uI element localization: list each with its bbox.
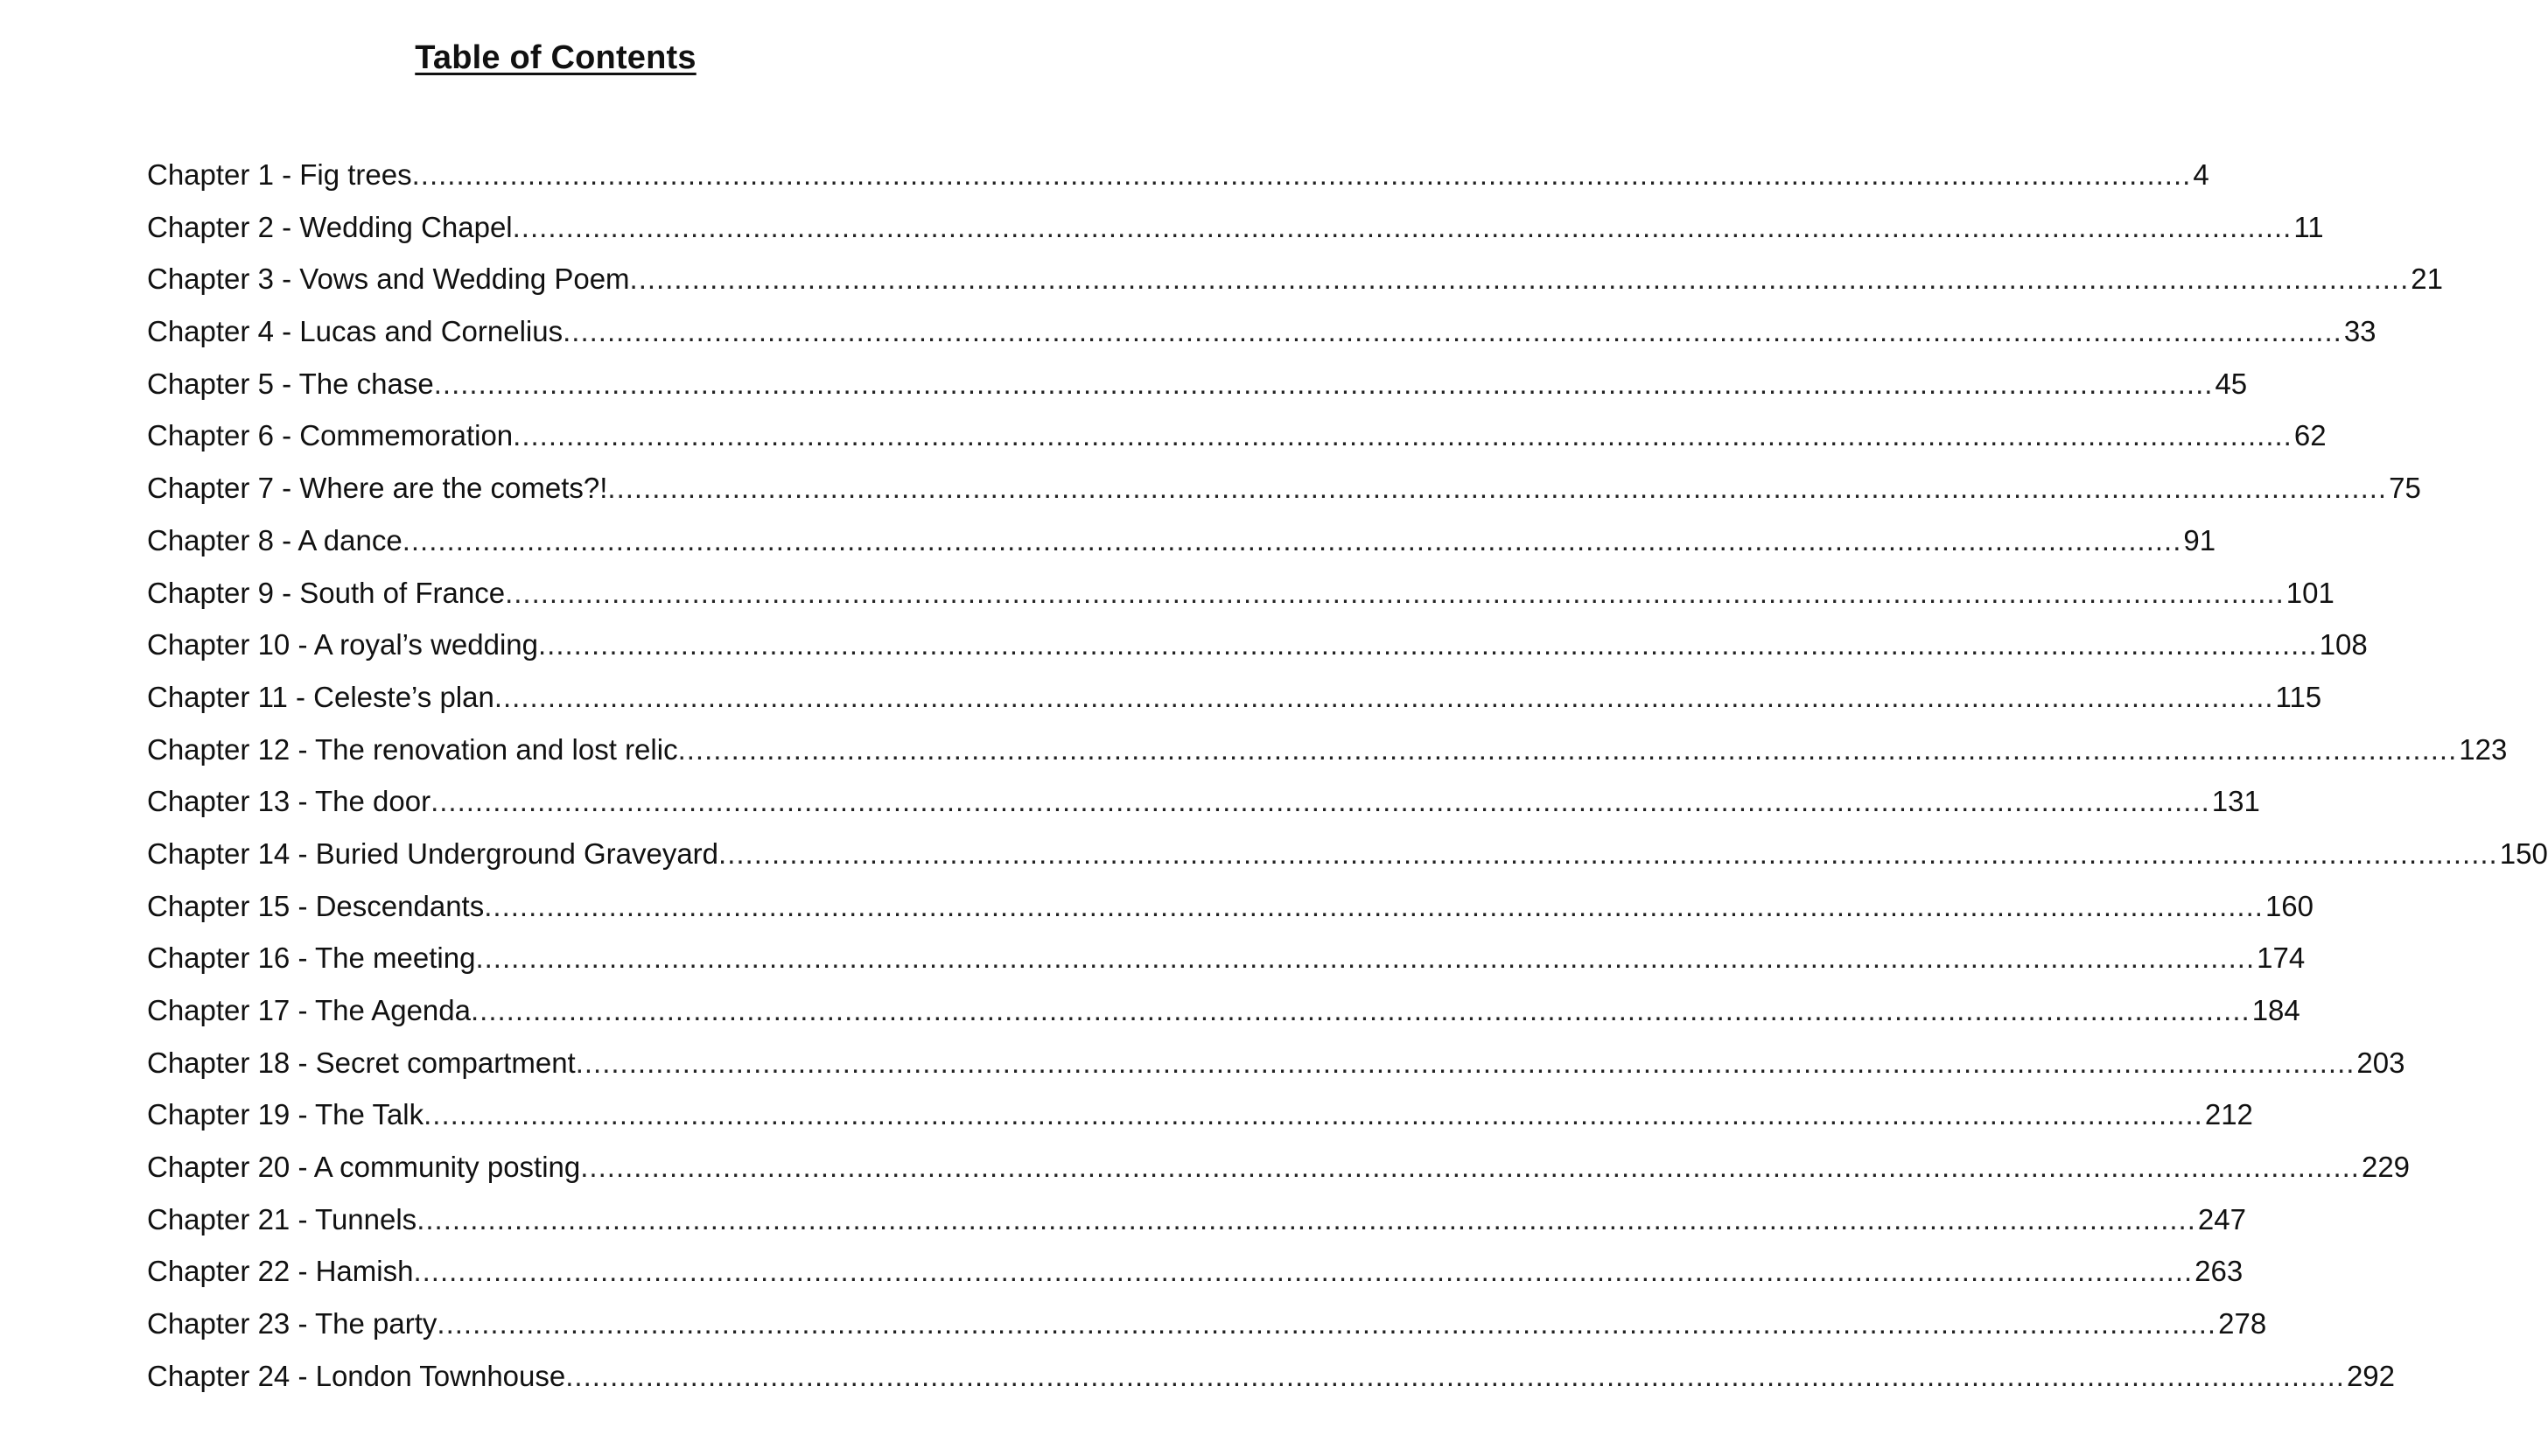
toc-entry-page-number: 115	[2275, 680, 2322, 713]
toc-entry	[147, 932, 2306, 984]
toc-entry-label: Chapter 1 - Fig trees	[147, 158, 412, 191]
dot-leader: ........................................................................................................................................................................................................	[471, 994, 2250, 1026]
dot-leader: ........................................................................................................................................................................................................	[563, 315, 2342, 348]
toc-entry-label: Chapter 14 - Buried Underground Graveyard	[147, 836, 719, 870]
dot-leader: ........................................................................................................................................................................................................	[538, 628, 2318, 662]
toc-entry-label: Chapter 16 - The meeting	[147, 942, 476, 975]
dot-leader: ........................................................................................................................................................................................................	[413, 1255, 2194, 1288]
toc-entry-label: Chapter 21 - Tunnels	[147, 1202, 417, 1236]
toc-entry-page-number: 278	[2218, 1307, 2267, 1340]
toc-entry-label: Chapter 19 - The Talk	[147, 1098, 424, 1131]
toc-entry	[147, 671, 2322, 724]
toc-entry-label: Chapter 2 - Wedding Chapel	[147, 210, 513, 243]
dot-leader: ........................................................................................................................................................................................................	[513, 419, 2292, 452]
toc-entry	[147, 1350, 2396, 1403]
toc-entry	[147, 1141, 2411, 1194]
dot-leader: ........................................................................................................................................................................................................	[512, 210, 2292, 243]
toc-entry-page-number: 150	[2499, 836, 2548, 870]
toc-entry-label: Chapter 13 - The door	[147, 785, 431, 818]
toc-entry-label: Chapter 11 - Celeste’s plan	[147, 680, 494, 713]
toc-entry-label: Chapter 23 - The party	[147, 1307, 438, 1340]
dot-leader: ........................................................................................................................................................................................................	[494, 680, 2274, 713]
dot-leader: ........................................................................................................................................................................................................	[580, 1151, 2360, 1184]
toc-entry-label: Chapter 17 - The Agenda	[147, 994, 471, 1026]
toc-entry-label: Chapter 3 - Vows and Wedding Poem	[147, 262, 630, 296]
toc-entry-label: Chapter 10 - A royal’s wedding	[147, 628, 538, 662]
toc-entry	[147, 358, 2248, 410]
toc-entry-page-number: 101	[2286, 576, 2334, 609]
toc-entry-page-number: 75	[2389, 472, 2421, 505]
toc-entry	[147, 1037, 2405, 1089]
toc-entry-page-number: 184	[2251, 994, 2300, 1026]
toc-entry-page-number: 247	[2197, 1202, 2246, 1236]
toc-entry	[147, 253, 2443, 305]
toc-entry-page-number: 131	[2211, 785, 2260, 818]
toc-entry-label: Chapter 22 - Hamish	[147, 1255, 414, 1288]
dot-leader: ........................................................................................................................................................................................................	[402, 523, 2182, 556]
dot-leader: ........................................................................................................................................................................................................	[565, 1359, 2345, 1392]
dot-leader: ........................................................................................................................................................................................................	[411, 158, 2192, 191]
dot-leader: ........................................................................................................................................................................................................	[607, 472, 2388, 505]
toc-entry-page-number: 62	[2293, 419, 2327, 452]
toc-entry-page-number: 263	[2194, 1255, 2244, 1288]
toc-entry	[147, 514, 2216, 567]
toc-entry-label: Chapter 20 - A community posting	[147, 1151, 581, 1184]
dot-leader: ........................................................................................................................................................................................................	[505, 576, 2285, 609]
toc-entry-label: Chapter 18 - Secret compartment	[147, 1046, 576, 1079]
toc-entry-page-number: 45	[2215, 367, 2248, 400]
dot-leader: ........................................................................................................................................................................................................	[575, 1046, 2356, 1079]
toc-entry-page-number: 160	[2264, 889, 2314, 922]
toc-entry-page-number: 108	[2319, 628, 2368, 662]
toc-entry-page-number: 4	[2193, 158, 2209, 191]
toc-entry	[147, 305, 2376, 358]
toc-entry-label: Chapter 5 - The chase	[147, 367, 434, 400]
toc-entry	[147, 462, 2421, 514]
dot-leader: ........................................................................................................................................................................................................	[424, 1098, 2203, 1131]
toc-entry-label: Chapter 24 - London Townhouse	[147, 1359, 566, 1392]
toc-entry-label: Chapter 4 - Lucas and Cornelius	[147, 315, 564, 348]
dot-leader: ........................................................................................................................................................................................................	[629, 262, 2410, 296]
toc-entry-page-number: 174	[2257, 942, 2306, 975]
toc-entry	[147, 201, 2324, 254]
toc-entry	[147, 775, 2260, 828]
toc-entry-page-number: 91	[2183, 523, 2216, 556]
toc-entry-page-number: 212	[2204, 1098, 2253, 1131]
dot-leader: ........................................................................................................................................................................................................	[437, 1307, 2217, 1340]
toc-entry-page-number: 229	[2361, 1151, 2411, 1184]
toc-entry	[147, 410, 2327, 462]
toc-entry	[147, 1298, 2267, 1350]
toc-entry	[147, 1194, 2246, 1246]
dot-leader: ........................................................................................................................................................................................................	[718, 836, 2498, 870]
toc-entry-label: Chapter 7 - Where are the comets?!	[147, 472, 608, 505]
toc-entry-page-number: 21	[2411, 262, 2443, 296]
toc-entry-label: Chapter 9 - South of France	[147, 576, 506, 609]
table-of-contents-list	[147, 149, 2548, 1403]
dot-leader: ........................................................................................................................................................................................................	[484, 889, 2264, 922]
toc-entry-label: Chapter 12 - The renovation and lost relic	[147, 732, 678, 766]
page-title: Table of Contents	[415, 39, 696, 76]
dot-leader: ........................................................................................................................................................................................................	[430, 785, 2210, 818]
toc-entry-page-number: 11	[2293, 210, 2324, 243]
toc-entry	[147, 828, 2548, 880]
toc-entry-page-number: 33	[2343, 315, 2376, 348]
dot-leader: ........................................................................................................................................................................................................	[416, 1202, 2196, 1236]
toc-entry-label: Chapter 6 - Commemoration	[147, 419, 514, 452]
dot-leader: ........................................................................................................................................................................................................	[475, 942, 2256, 975]
toc-entry	[147, 619, 2368, 671]
toc-entry-page-number: 203	[2356, 1046, 2405, 1079]
toc-entry-label: Chapter 15 - Descendants	[147, 889, 485, 922]
dot-leader: ........................................................................................................................................................................................................	[433, 367, 2214, 400]
toc-entry	[147, 1245, 2244, 1298]
toc-entry	[147, 984, 2300, 1037]
toc-entry	[147, 567, 2334, 620]
toc-entry-page-number: 292	[2346, 1359, 2396, 1392]
toc-entry-label: Chapter 8 - A dance	[147, 523, 402, 556]
toc-entry	[147, 724, 2508, 776]
dot-leader: ........................................................................................................................................................................................................	[677, 732, 2458, 766]
toc-entry	[147, 1088, 2253, 1141]
toc-entry-page-number: 123	[2459, 732, 2508, 766]
toc-entry	[147, 880, 2314, 933]
toc-entry	[147, 149, 2209, 201]
